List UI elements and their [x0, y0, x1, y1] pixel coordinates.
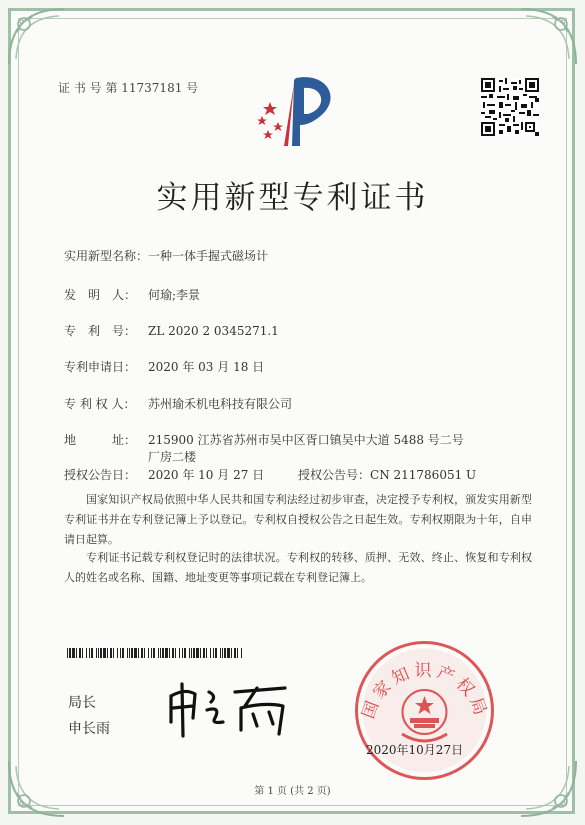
barcode-icon	[67, 648, 242, 658]
certificate-number: 证 书 号 第 11737181 号	[58, 81, 199, 95]
page-number: 第 1 页 (共 2 页)	[254, 786, 331, 797]
field-address	[64, 431, 464, 448]
field-value: 苏州瑜禾机电科技有限公司	[148, 397, 293, 411]
corner-ornament-icon	[4, 4, 74, 74]
signature-image	[165, 678, 300, 738]
field-value: ZL 2020 2 0345271.1	[148, 324, 279, 338]
field-value: 2020 年 03 月 18 日	[148, 360, 265, 374]
certificate-title: 实用新型专利证书	[156, 180, 429, 216]
field-label: 专利申请日：	[64, 360, 137, 374]
field-value: 何瑜;李景	[148, 288, 201, 302]
field-patent-number	[64, 322, 279, 339]
svg-text:国家知识产权局: 国家知识产权局	[358, 661, 492, 722]
field-utility-model-name	[64, 247, 268, 264]
field-label: 授权公告号：	[298, 468, 371, 482]
field-label: 发 明 人：	[64, 288, 137, 302]
field-value: 215900 江苏省苏州市吴中区胥口镇吴中大道 5488 号二号	[148, 433, 464, 447]
field-inventor	[64, 286, 200, 303]
field-filing-date	[64, 358, 264, 375]
field-grant-number	[298, 466, 476, 483]
field-grant-date	[64, 466, 264, 483]
corner-ornament-icon	[511, 4, 581, 74]
official-seal-image	[352, 638, 497, 783]
qr-code-icon	[481, 78, 539, 136]
cnipa-logo-icon	[248, 70, 348, 150]
grant-statement-paragraph: 国家知识产权局依照中华人民共和国专利法经过初步审查，决定授予专利权，颁发实用新型专利证书并在专利登记簿上予以登记。专利权自授权公告之日起生效。专利权期限为十年，自申请日起算。	[64, 493, 532, 546]
director-title: 局长	[68, 695, 96, 711]
field-value: 2020 年 10 月 27 日	[148, 468, 265, 482]
field-label: 专 利 号：	[64, 324, 137, 338]
director-name: 申长雨	[68, 721, 110, 737]
field-label: 实用新型名称：	[64, 249, 149, 263]
field-patentee	[64, 395, 292, 412]
legal-status-paragraph: 专利证书记载专利权登记时的法律状况。专利权的转移、质押、无效、终止、恢复和专利权人的姓名或名称、国籍、地址变更等事项记载在专利登记簿上。	[64, 551, 532, 584]
field-value: 一种一体手握式磁场计	[148, 249, 269, 263]
seal-date: 2020年10月27日	[366, 743, 464, 757]
field-address-line2: 厂房二楼	[148, 450, 197, 464]
field-label: 授权公告日：	[64, 468, 137, 482]
field-value: CN 211786051 U	[370, 468, 477, 482]
field-label: 地 址：	[64, 433, 137, 447]
field-label: 专 利 权 人：	[64, 397, 136, 411]
